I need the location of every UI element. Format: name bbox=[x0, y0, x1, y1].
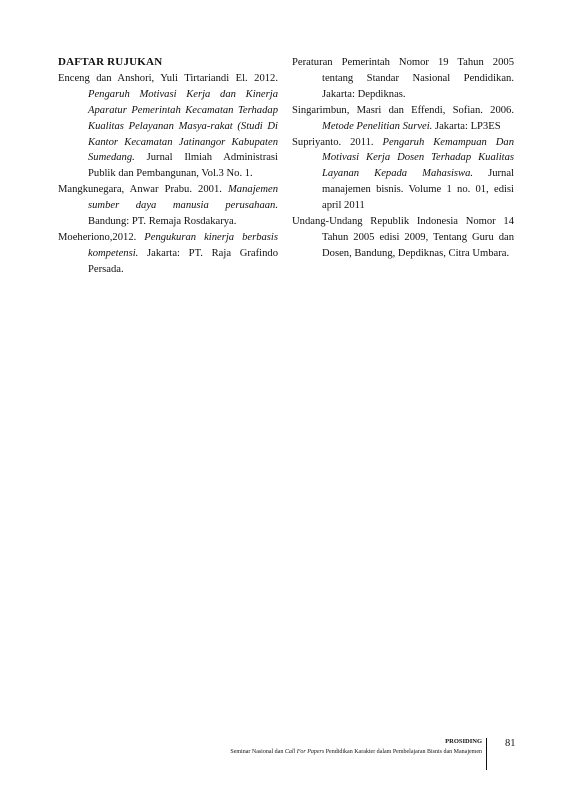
right-column bbox=[292, 55, 514, 262]
reference-author: Mangkunegara, Anwar Prabu. 2001. bbox=[58, 184, 228, 196]
reference-entry bbox=[58, 71, 278, 182]
footer-title: PROSIDING bbox=[445, 738, 482, 745]
reference-author: Singarimbun, Masri dan Effendi, Sofian. 2006. bbox=[292, 104, 514, 116]
reference-author: Peraturan Pemerintah Nomor 19 Tahun 2005 tentang Standar Nasional Pendidikan. Jakarta: Depdiknas. bbox=[292, 57, 514, 100]
footer-subtitle-em: Call For Papers bbox=[284, 749, 325, 755]
left-column bbox=[58, 55, 278, 278]
reference-entry bbox=[292, 55, 514, 103]
page-number: 81 bbox=[505, 738, 516, 749]
reference-entry bbox=[292, 103, 514, 135]
reference-publisher: Jurnal manajemen bisnis. Volume 1 no. 01, edisi april 2011 bbox=[322, 168, 515, 212]
reference-publisher: Bandung: PT. Remaja Rosdakarya. bbox=[88, 216, 237, 228]
reference-title: Manajemen sumber daya manusia perusahaan. bbox=[88, 184, 278, 212]
reference-title: Metode Penelitian Survei. bbox=[322, 120, 433, 132]
reference-title: Pengukuran kinerja berbasis kompetensi. bbox=[88, 231, 278, 259]
reference-entry bbox=[292, 214, 514, 262]
reference-author: Supriyanto. 2011. bbox=[292, 136, 383, 148]
reference-title: Pengaruh Kemampuan Dan Motivasi Kerja Dosen Terhadap Kualitas Layanan Kepada Mahasiswa. bbox=[322, 136, 514, 180]
reference-publisher: Jakarta: LP3ES bbox=[432, 120, 501, 132]
reference-author: Undang-Undang Republik Indonesia Nomor 14 Tahun 2005 edisi 2009, Tentang Guru dan Dosen, Bandung, Depdiknas, Citra Umbara. bbox=[292, 216, 514, 259]
footer-divider bbox=[486, 738, 487, 770]
reference-title: Pengaruh Motivasi Kerja dan Kinerja Aparatur Pemerintah Kecamatan Terhadap Kualitas Pelayanan Masya-rakat (Studi Di Kantor Kecamatan Jatinangor Kabupaten Sumedang. bbox=[88, 88, 278, 164]
footer-subtitle-pre: Seminar Nasional dan bbox=[230, 749, 285, 755]
reference-entry bbox=[58, 230, 278, 278]
reference-author: Moeheriono,2012. bbox=[58, 231, 145, 243]
reference-publisher: Jurnal Ilmiah Administrasi Publik dan Pembangunan, Vol.3 No. 1. bbox=[88, 152, 278, 180]
footer-subtitle-post: Pendidikan Karakter dalam Pembelajaran Bisnis dan Manajemen bbox=[324, 749, 482, 755]
reference-entry bbox=[58, 182, 278, 230]
reference-publisher: Jakarta: PT. Raja Grafindo Persada. bbox=[88, 247, 278, 275]
references-heading: DAFTAR RUJUKAN bbox=[58, 56, 163, 68]
footer-subtitle bbox=[230, 749, 482, 755]
reference-author: Enceng dan Anshori, Yuli Tirtariandi El. 2012. bbox=[58, 72, 278, 84]
reference-entry bbox=[292, 135, 514, 215]
